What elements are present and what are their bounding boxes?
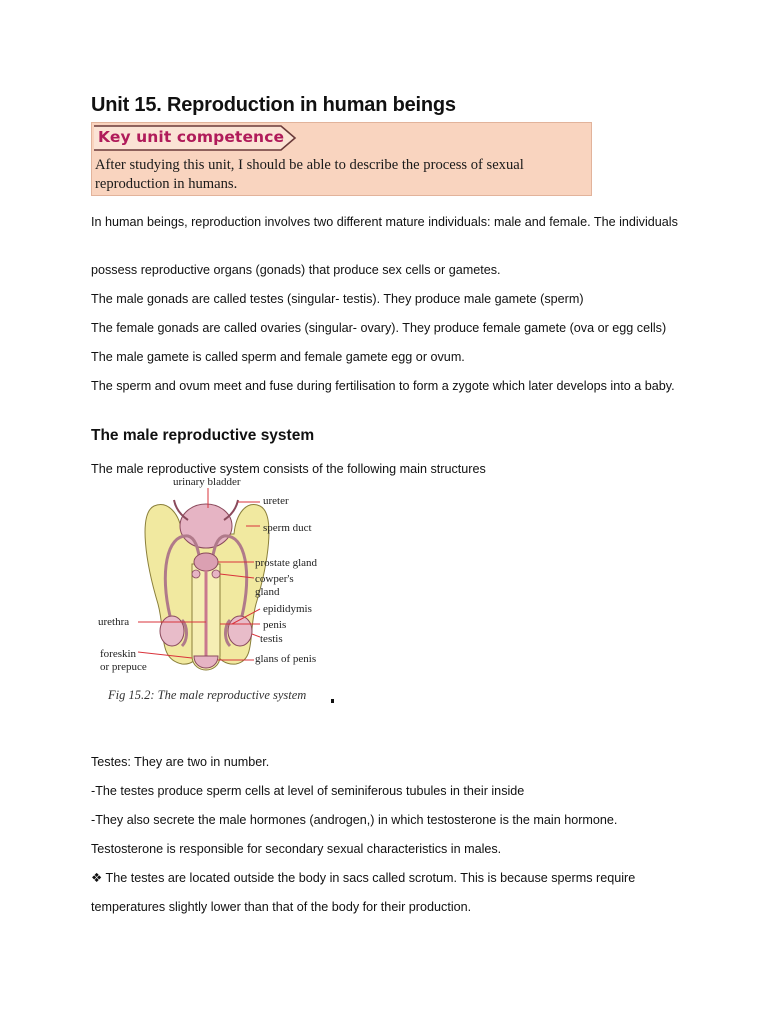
testes-paragraph-4: Testosterone is responsible for secondary sexual characteristics in males. (91, 842, 502, 856)
label-urethra: urethra (98, 616, 130, 628)
section-intro: The male reproductive system consists of the following main structures (91, 462, 486, 476)
key-unit-competence-text: After studying this unit, I should be able to describe the process of sexual reproduction in humans. (95, 157, 524, 192)
intro-paragraph-6: The sperm and ovum meet and fuse during fertilisation to form a zygote which later develops into a baby. (91, 379, 675, 393)
stray-dot (331, 699, 334, 703)
label-prostate-gland: prostate gland (255, 557, 318, 569)
key-unit-competence-box (91, 122, 592, 196)
intro-paragraph-3: The male gonads are called testes (singular- testis). They produce male gamete (sperm) (91, 292, 584, 306)
intro-paragraph-1: In human beings, reproduction involves two different mature individuals: male and female. The individuals (91, 215, 678, 229)
testes-paragraph-3: -They also secrete the male hormones (androgen,) in which testosterone is the main hormone. (91, 813, 618, 827)
label-glans-of-penis: glans of penis (255, 653, 317, 665)
intro-paragraph-5: The male gamete is called sperm and female gamete egg or ovum. (91, 350, 465, 364)
male-reproductive-system-figure (96, 474, 356, 714)
label-cowpers-gland: cowper's gland (255, 573, 294, 598)
key-unit-competence-tab (93, 125, 293, 149)
label-epididymis: epididymis (263, 603, 312, 615)
label-urinary-bladder: urinary bladder (173, 476, 241, 488)
testes-paragraph-2: -The testes produce sperm cells at level of seminiferous tubules in their inside (91, 784, 525, 798)
figure-caption: Fig 15.2: The male reproductive system (108, 688, 307, 702)
label-sperm-duct: sperm duct (263, 522, 312, 534)
label-penis: penis (263, 619, 287, 631)
testes-paragraph-5: ❖ The testes are located outside the body in sacs called scrotum. This is because sperms require (91, 871, 636, 885)
label-ureter: ureter (263, 495, 289, 507)
testes-paragraph-1: Testes: They are two in number. (91, 755, 270, 769)
key-unit-competence-heading: Key unit competence (98, 128, 285, 146)
testes-paragraph-6: temperatures slightly lower than that of the body for their production. (91, 900, 472, 914)
label-foreskin: foreskin or prepuce (100, 648, 147, 673)
intro-paragraph-2: possess reproductive organs (gonads) that produce sex cells or gametes. (91, 263, 501, 277)
intro-paragraph-4: The female gonads are called ovaries (singular- ovary). They produce female gamete (ova or egg cells) (91, 321, 667, 335)
unit-title: Unit 15. Reproduction in human beings (91, 94, 456, 116)
label-testis: testis (260, 633, 283, 645)
section-heading: The male reproductive system (91, 427, 315, 444)
